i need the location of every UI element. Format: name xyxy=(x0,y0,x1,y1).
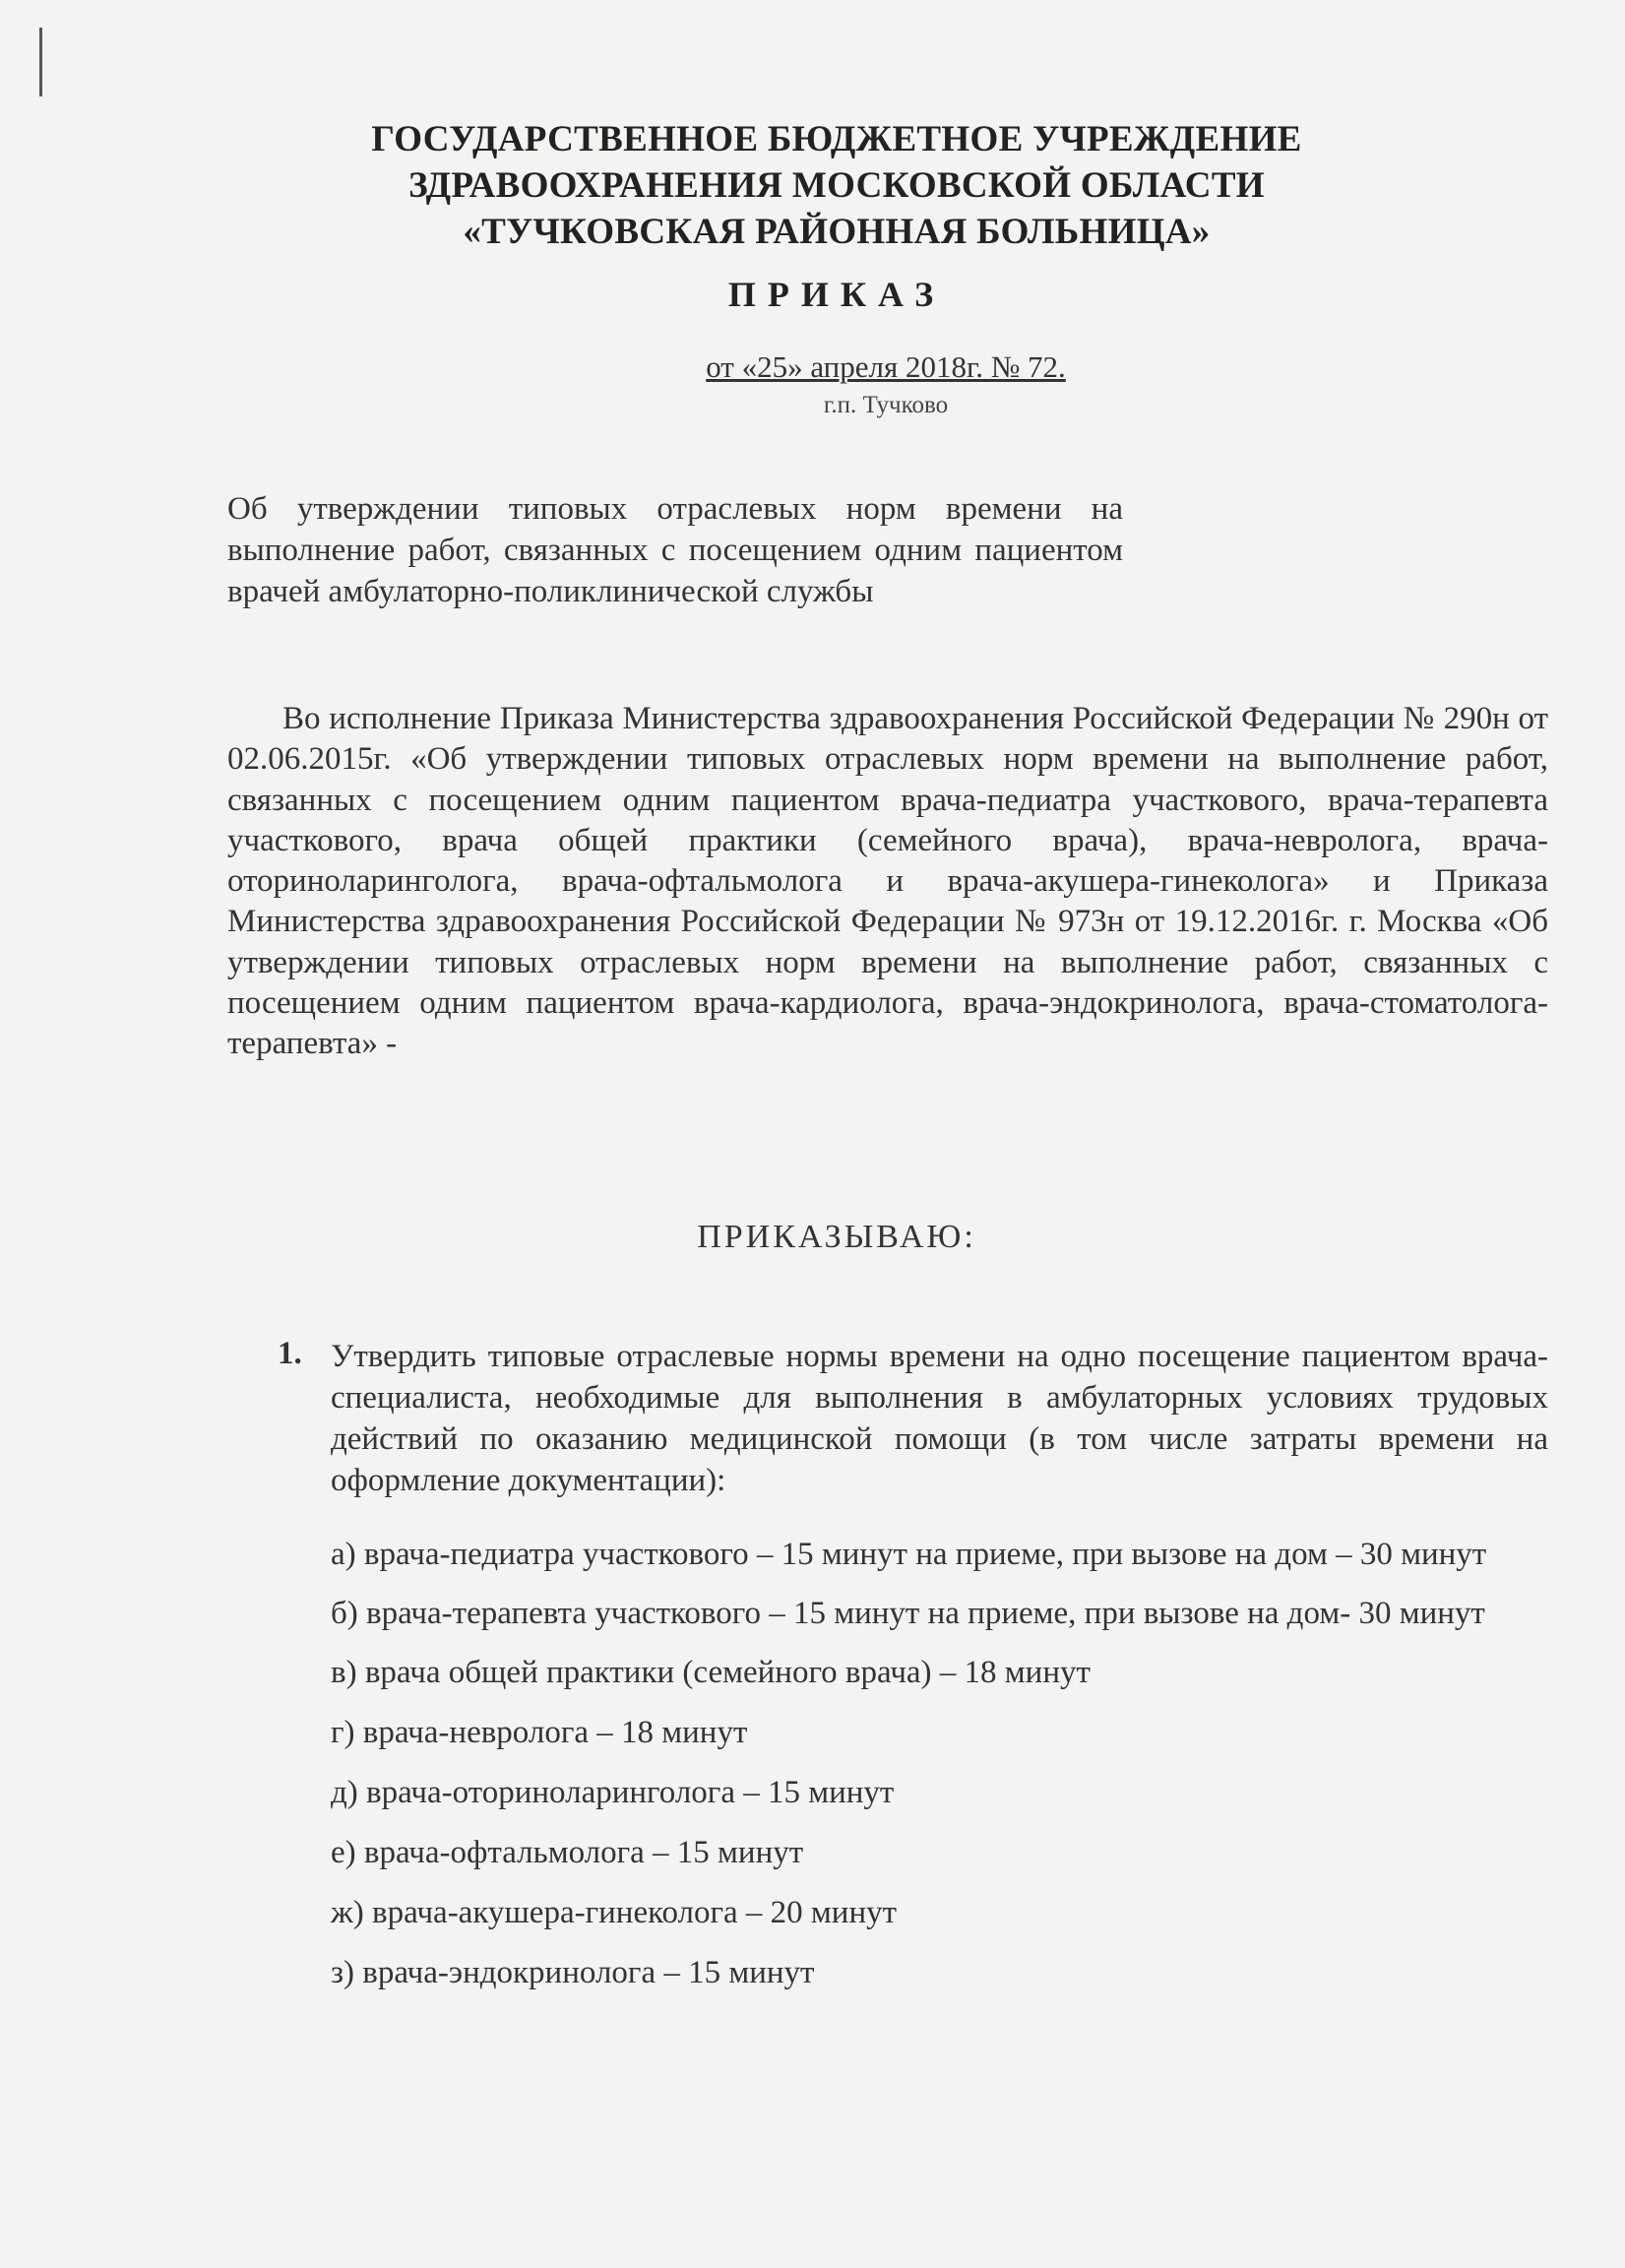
subitem: б) врача-терапевта участкового – 15 минут на приеме, при вызове на дом- 30 минут xyxy=(331,1596,1485,1631)
order-item-1 xyxy=(278,1336,1548,1501)
document-title: ПРИКАЗ xyxy=(727,275,946,314)
subitem: а) врача-педиатра участкового – 15 минут на приеме, при вызове на дом – 30 минут xyxy=(331,1537,1487,1572)
subitem: г) врача-невролога – 18 минут xyxy=(331,1715,748,1750)
subitem: в) врача общей практики (семейного врача) – 18 минут xyxy=(331,1655,1091,1690)
organization-header xyxy=(295,116,1378,255)
order-place: г.п. Тучково xyxy=(823,392,949,418)
order-subject: Об утверждении типовых отраслевых норм времени на выполнение работ, связанных с посещением одним пациентом врачей амбулаторно-поликлинической службы xyxy=(227,491,1123,609)
order-date-number: от «25» апреля 2018г. № 72. xyxy=(706,349,1066,384)
subitem: ж) врача-акушера-гинеколога – 20 минут xyxy=(331,1895,898,1930)
scan-edge-mark xyxy=(39,28,42,96)
item-text: Утвердить типовые отраслевые нормы времени на одно посещение пациентом врача- специалиста, необходимые для выполнения в амбулаторных условиях трудовых действий по оказанию медицинской помощи (в том числе затраты времени на оформление документации): xyxy=(331,1339,1548,1498)
order-preamble: Во исполнение Приказа Министерства здравоохранения Российской Федерации № 290н от 02.06.2015г. «Об утверждении типовых отраслевых норм времени на выполнение работ, связанных с посещением одним пациентом врача-педиатра участкового, врача-терапевта участкового, врача общей практики (семейного врача), врача-невролога, врача-оториноларинголога, врача-офтальмолога и врача-акушера-гинеколога» и Приказа Министерства здравоохранения Российской Федерации № 973н от 19.12.2016г. г. Москва «Об утверждении типовых отраслевых норм времени на выполнение работ, связанных с посещением одним пациентом врача-кардиолога, врача-эндокринолога, врача-стоматолога-терапевта» - xyxy=(227,701,1548,1062)
header-line-1: ГОСУДАРСТВЕННОЕ БЮДЖЕТНОЕ УЧРЕЖДЕНИЕ xyxy=(371,119,1302,159)
subitem: з) врача-эндокринолога – 15 минут xyxy=(331,1955,815,1990)
item-number: 1. xyxy=(278,1336,302,1371)
header-line-2: ЗДРАВООХРАНЕНИЯ МОСКОВСКОЙ ОБЛАСТИ xyxy=(408,165,1265,206)
header-line-3: «ТУЧКОВСКАЯ РАЙОННАЯ БОЛЬНИЦА» xyxy=(463,212,1211,252)
order-directive-word: ПРИКАЗЫВАЮ: xyxy=(697,1219,976,1255)
subitem: д) врача-оториноларинголога – 15 минут xyxy=(331,1775,895,1810)
subitem-list xyxy=(331,1534,1548,2012)
subitem: е) врача-офтальмолога – 15 минут xyxy=(331,1835,804,1870)
